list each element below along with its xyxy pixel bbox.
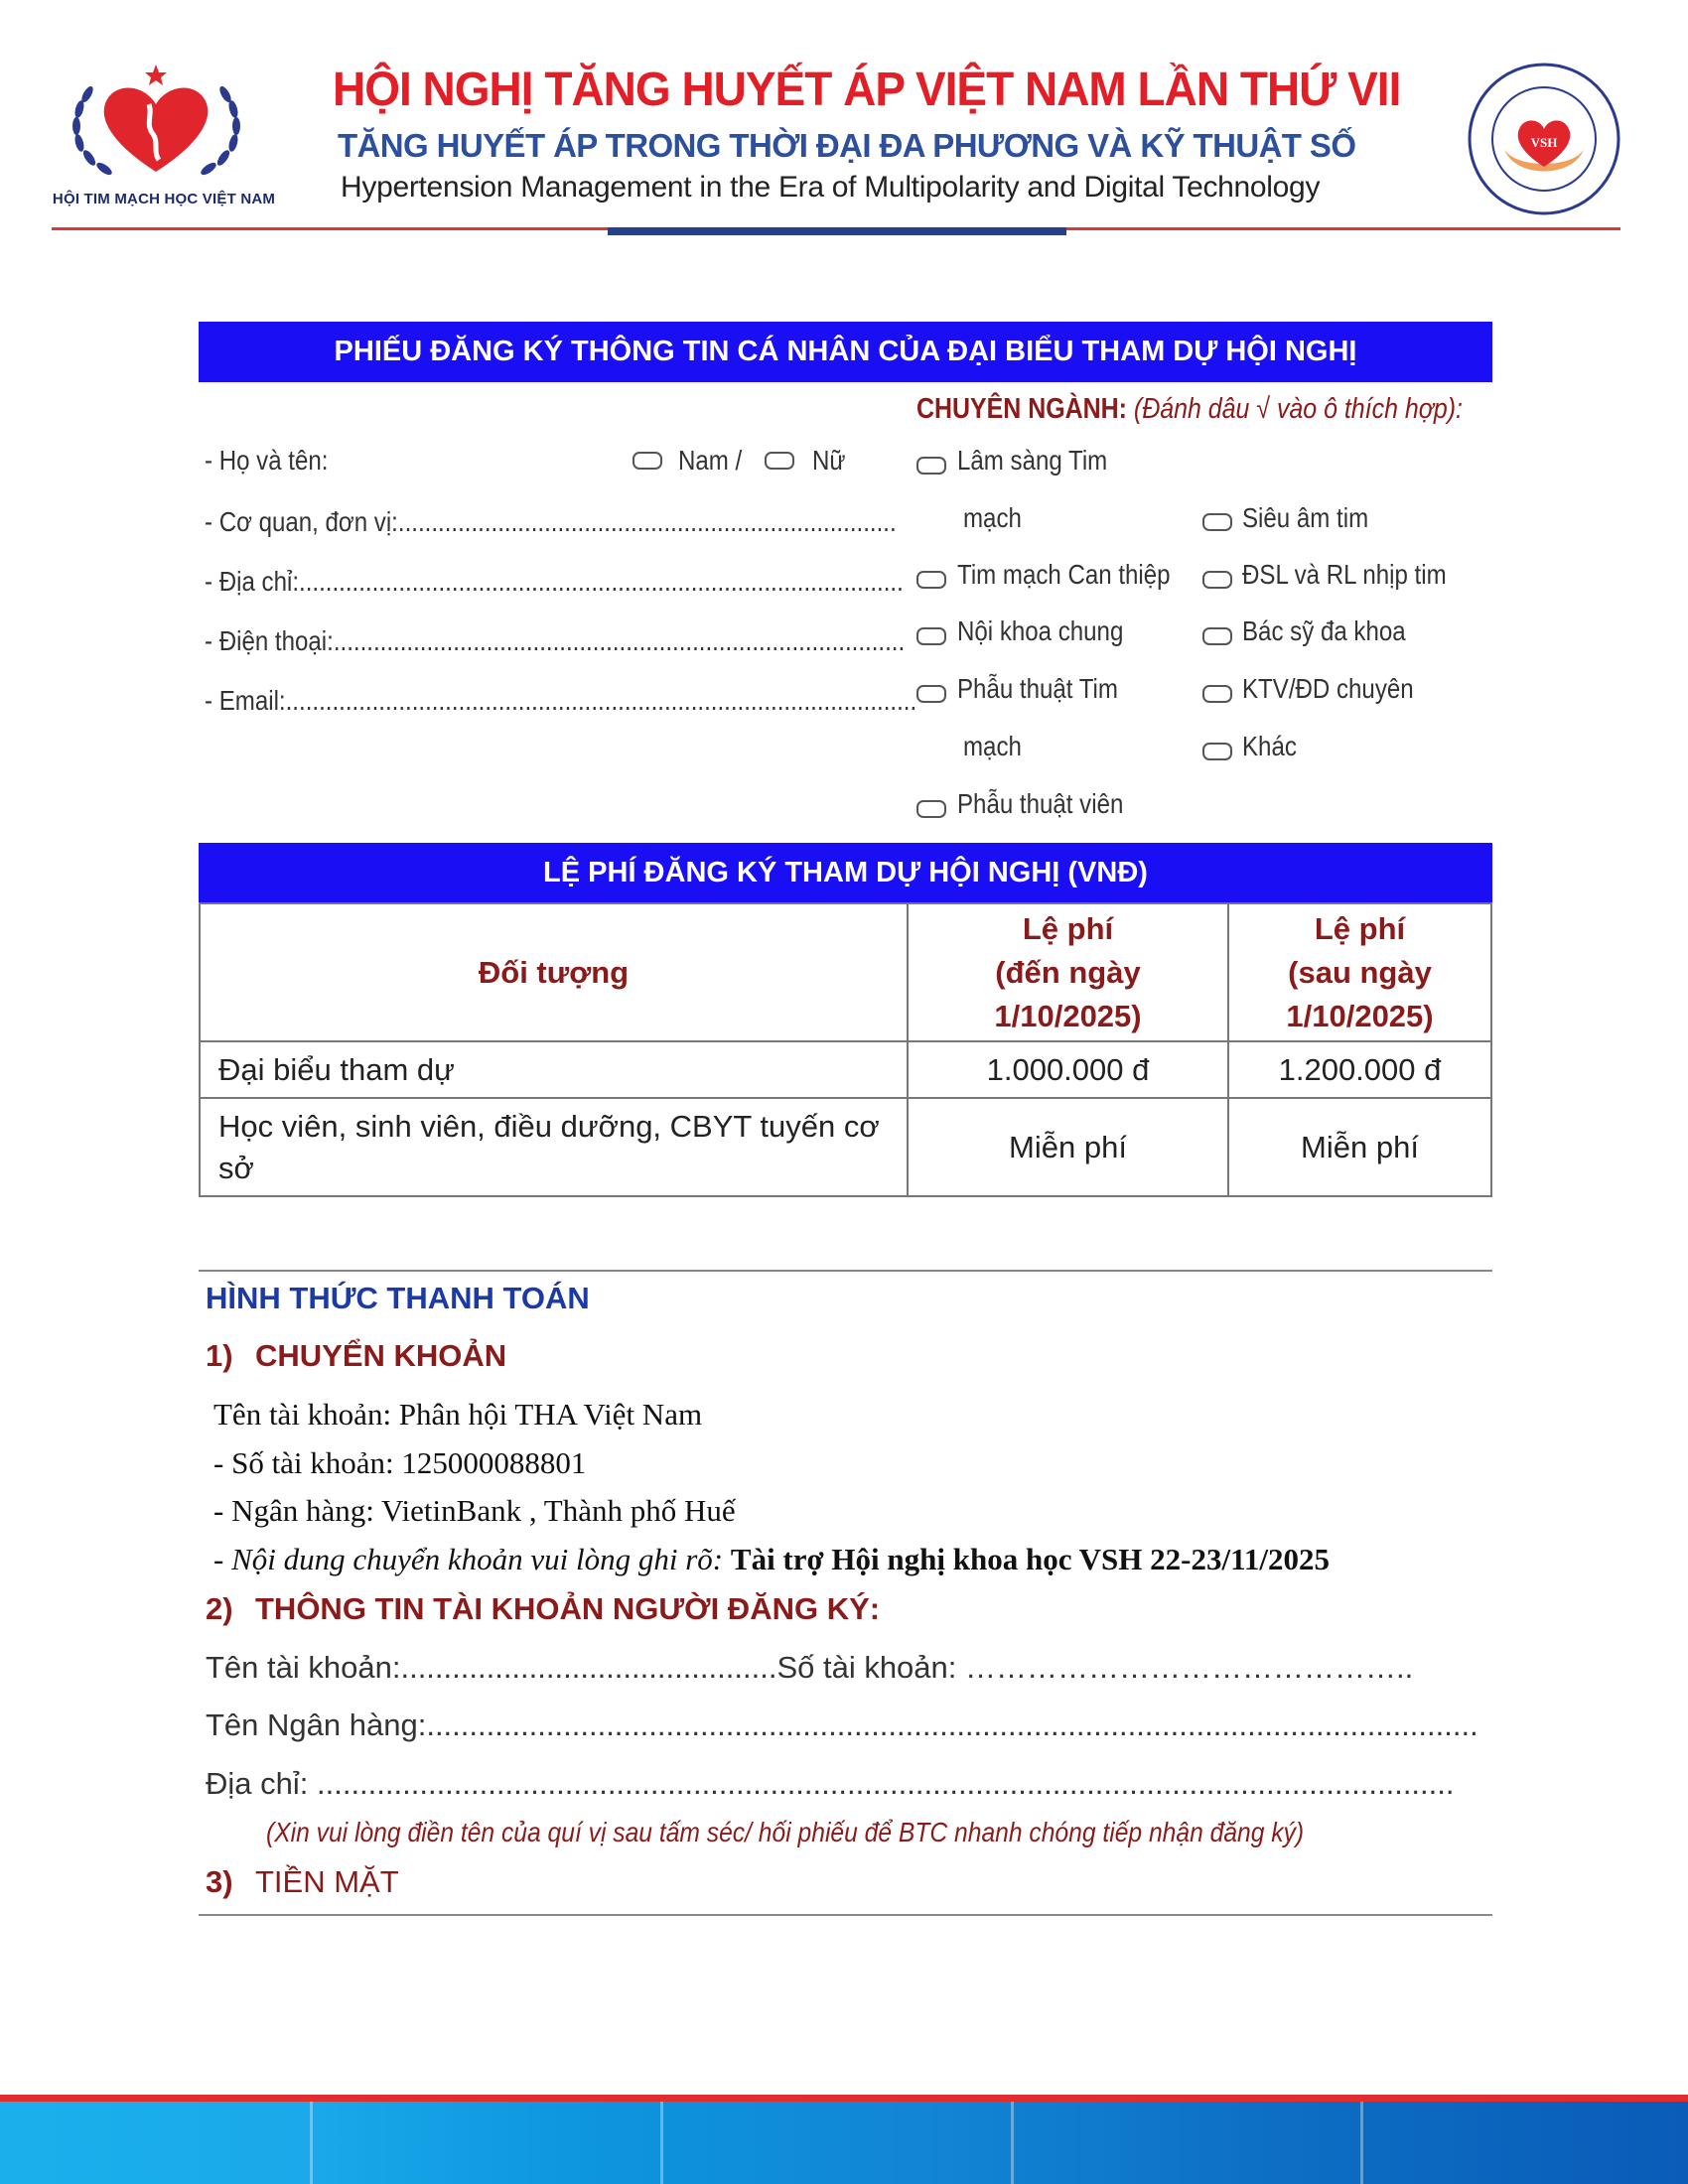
- female-label: Nữ: [812, 445, 846, 476]
- transfer-content: - Nội dung chuyển khoản vui lòng ghi rõ: Tài trợ Hội nghị khoa học VSH 22-23/11/2025: [213, 1542, 1330, 1576]
- specialty-heading: CHUYÊN NGÀNH: (Đánh dâu √ vào ô thích hợp):: [916, 393, 1463, 425]
- fees-banner: LỆ PHÍ ĐĂNG KÝ THAM DỰ HỘI NGHỊ (VNĐ): [199, 843, 1492, 902]
- specialty-checkbox-other[interactable]: [1202, 743, 1232, 760]
- specialty-clinical-cardio-cont: mạch: [963, 502, 1022, 533]
- specialty-echo: Siêu âm tim: [1242, 502, 1369, 533]
- phone-field[interactable]: - Điện thoại:......................................................................................: [205, 625, 906, 656]
- female-checkbox[interactable]: [765, 452, 794, 470]
- address-field[interactable]: - Địa chỉ:...........................................................................................: [205, 566, 904, 597]
- specialty-gp: Bác sỹ đa khoa: [1242, 615, 1406, 646]
- vsh-logo: [1465, 60, 1623, 218]
- footer-bar: [0, 2102, 1688, 2184]
- table-header-row: [200, 903, 1491, 1041]
- vnha-logo: [50, 55, 278, 213]
- reg-address-field[interactable]: Địa chỉ: .....................................................................................................................................: [206, 1766, 1455, 1801]
- row-subject: Đại biểu tham dự: [200, 1041, 908, 1098]
- org-left-name: HỘI TIM MẠCH HỌC VIỆT NAM: [52, 191, 276, 207]
- reg-account-field[interactable]: Tên tài khoản:............................................Số tài khoản: ……………………………………..: [206, 1650, 1414, 1685]
- specialty-clinical-cardio: Lâm sàng Tim: [957, 445, 1108, 476]
- col-subject-header: Đối tượng: [200, 903, 908, 1041]
- star-icon: [145, 65, 167, 85]
- male-label: Nam /: [678, 445, 743, 476]
- reg-bank-field[interactable]: Tên Ngân hàng:...........................................................................................................................: [206, 1707, 1478, 1742]
- transfer-heading: 1) CHUYỂN KHOẢN: [206, 1338, 507, 1373]
- specialty-other: Khác: [1242, 731, 1297, 761]
- account-name: Tên tài khoản: Phân hội THA Việt Nam: [213, 1397, 703, 1432]
- row-late-fee: 1.200.000 đ: [1228, 1041, 1491, 1098]
- header-divider-accent: [608, 227, 1066, 235]
- specialty-cardiac-surgery: Phẫu thuật Tim: [957, 673, 1118, 704]
- table-row: [200, 1041, 1491, 1098]
- name-label: - Họ và tên:: [205, 445, 329, 476]
- bank-name: - Ngân hàng: VietinBank , Thành phố Huế: [213, 1493, 736, 1528]
- specialty-checkbox-internal[interactable]: [916, 627, 946, 645]
- specialty-checkbox-ep[interactable]: [1202, 571, 1232, 589]
- specialty-interventional: Tim mạch Can thiệp: [957, 559, 1171, 590]
- payment-note: (Xin vui lòng điền tên của quí vị sau tấm séc/ hối phiếu để BTC nhanh chóng tiếp nhận đăng ký): [266, 1817, 1305, 1847]
- payment-bottom-divider: [199, 1914, 1492, 1916]
- specialty-tech-nurse: KTV/ĐD chuyên: [1242, 673, 1414, 704]
- specialty-internal: Nội khoa chung: [957, 615, 1124, 646]
- email-field[interactable]: - Email:...............................................................................................: [205, 685, 917, 716]
- specialty-ep: ĐSL và RL nhịp tim: [1242, 559, 1447, 590]
- row-subject: Học viên, sinh viên, điều dưỡng, CBYT tuyến cơ sở: [200, 1098, 908, 1196]
- row-early-fee: Miễn phí: [908, 1098, 1228, 1196]
- col-early-header: Lệ phí (đến ngày 1/10/2025): [908, 903, 1228, 1041]
- male-checkbox[interactable]: [633, 452, 662, 470]
- specialty-checkbox-interventional[interactable]: [916, 571, 946, 589]
- table-row: [200, 1098, 1491, 1196]
- col-late-header: Lệ phí (sau ngày 1/10/2025): [1228, 903, 1491, 1041]
- conference-subtitle: TĂNG HUYẾT ÁP TRONG THỜI ĐẠI ĐA PHƯƠNG VÀ KỸ THUẬT SỐ: [338, 127, 1356, 164]
- org-field[interactable]: - Cơ quan, đơn vị:...........................................................................: [205, 506, 897, 537]
- registration-banner: PHIẾU ĐĂNG KÝ THÔNG TIN CÁ NHÂN CỦA ĐẠI BIỂU THAM DỰ HỘI NGHỊ: [199, 322, 1492, 382]
- conference-title: HỘI NGHỊ TĂNG HUYẾT ÁP VIỆT NAM LẦN THỨ VII: [333, 61, 1401, 116]
- cash-heading: 3) TIỀN MẶT: [206, 1864, 399, 1899]
- conference-subtitle-en: Hypertension Management in the Era of Multipolarity and Digital Technology: [341, 171, 1321, 204]
- specialty-checkbox-surgeon[interactable]: [916, 800, 946, 818]
- specialty-checkbox-tech-nurse[interactable]: [1202, 685, 1232, 703]
- payment-title: HÌNH THỨC THANH TOÁN: [206, 1281, 590, 1315]
- registrant-heading: 2) THÔNG TIN TÀI KHOẢN NGƯỜI ĐĂNG KÝ:: [206, 1591, 881, 1626]
- specialty-checkbox-cardiac-surgery[interactable]: [916, 685, 946, 703]
- row-late-fee: Miễn phí: [1228, 1098, 1491, 1196]
- specialty-checkbox-gp[interactable]: [1202, 627, 1232, 645]
- vsh-text: VSH: [1530, 135, 1558, 150]
- fees-table: [199, 902, 1492, 1197]
- account-number: - Số tài khoản: 125000088801: [213, 1445, 587, 1480]
- footer-accent: [0, 2095, 1688, 2102]
- payment-top-divider: [199, 1270, 1492, 1272]
- row-early-fee: 1.000.000 đ: [908, 1041, 1228, 1098]
- specialty-surgeon: Phẫu thuật viên: [957, 788, 1124, 819]
- specialty-cardiac-surgery-cont: mạch: [963, 731, 1022, 761]
- specialty-checkbox-clinical-cardio[interactable]: [916, 457, 946, 475]
- specialty-checkbox-echo[interactable]: [1202, 513, 1232, 531]
